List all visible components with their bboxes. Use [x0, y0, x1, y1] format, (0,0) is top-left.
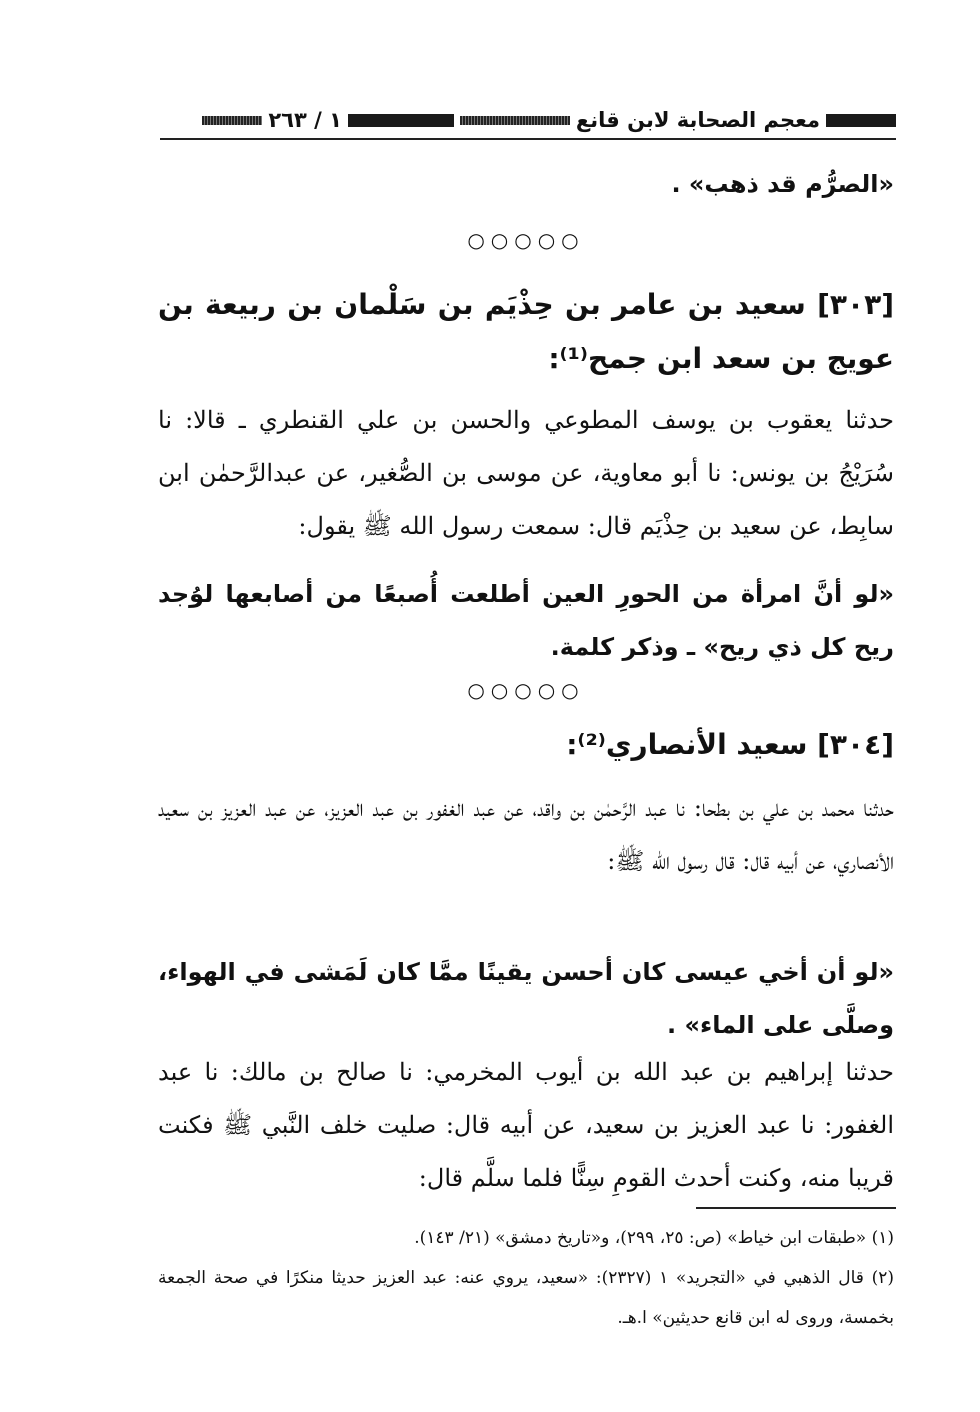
- footnote-rule: [696, 1207, 896, 1209]
- header-ornament-bar: [826, 114, 896, 127]
- continued-text: «الصرُّم قد ذهب» .: [671, 170, 894, 198]
- footnote-1: (١) «طبقات ابن خياط» (ص: ٢٥، ٢٩٩)، و«تاريخ دمشق» (٢١/ ١٤٣).: [414, 1228, 894, 1248]
- entry-heading-304: [٣٠٤] سعيد الأنصاري⁽²⁾:: [566, 728, 894, 761]
- entry-304-isnad-1: حدثنا محمد بن علي بن بطحا: نا عبد الرَّحمٰن بن واقد، عن عبد الغفور بن عبد العزيز، عن عبد العزيز بن سعيد الأنصاري، عن أبيه قال: قال رسول الله ﷺ:: [158, 794, 894, 875]
- entry-303-matn: «لو أنَّ امرأة من الحورِ العين أطلعت أُصبعًا من أصابعها لوُجد ريح كل ذي ريح» ـ وذكر كلمة.: [158, 580, 894, 661]
- header-title: معجم الصحابة لابن قانع: [575, 108, 820, 132]
- running-header: [160, 104, 896, 136]
- section-ornament: ○○○○○: [467, 228, 585, 252]
- header-page-number: ١ / ٢٦٣: [268, 108, 342, 132]
- header-ornament-bar: [460, 116, 570, 125]
- section-ornament: ○○○○○: [467, 678, 585, 702]
- entry-303-isnad: حدثنا يعقوب بن يوسف المطوعي والحسن بن علي القنطري ـ قالا: نا سُرَيْجُ بن يونس: نا أبو معاوية، عن موسى بن الصُّغير، عن عبدالرَّحمٰن ابن سابِط، عن سعيد بن حِذْيَم قال: سمعت رسول الله ﷺ يقول:: [158, 406, 894, 540]
- entry-heading-303: [٣٠٣] سعيد بن عامر بن حِذْيَم بن سَلْمان بن ربيعة بن عويج بن سعد ابن جمح⁽¹⁾:: [158, 288, 894, 375]
- header-ornament-bar: [202, 116, 262, 125]
- footnote-2: (٢) قال الذهبي في «التجريد» ١ (٢٣٢٧): «سعيد، يروي عنه: عبد العزيز حديثا منكرًا في صحة الجمعة بخمسة، وروى له ابن قانع حديثين» ا.هـ.: [158, 1268, 894, 1328]
- entry-304-isnad-2: حدثنا إبراهيم بن عبد الله بن أيوب المخرمي: نا صالح بن مالك: نا عبد الغفور: نا عبد العزيز بن سعيد، عن أبيه قال: صليت خلف النَّبي ﷺ فكنت قريبا منه، وكنت أحدث القومِ سِنًّا فلما سلَّم قال:: [158, 1058, 894, 1192]
- header-ornament-bar: [348, 114, 454, 127]
- header-rule: [160, 138, 896, 140]
- entry-304-matn-1: «لو أن أخي عيسى كان أحسن يقينًا ممَّا كان لَمَشى في الهواء، وصلَّى على الماء» .: [158, 958, 894, 1039]
